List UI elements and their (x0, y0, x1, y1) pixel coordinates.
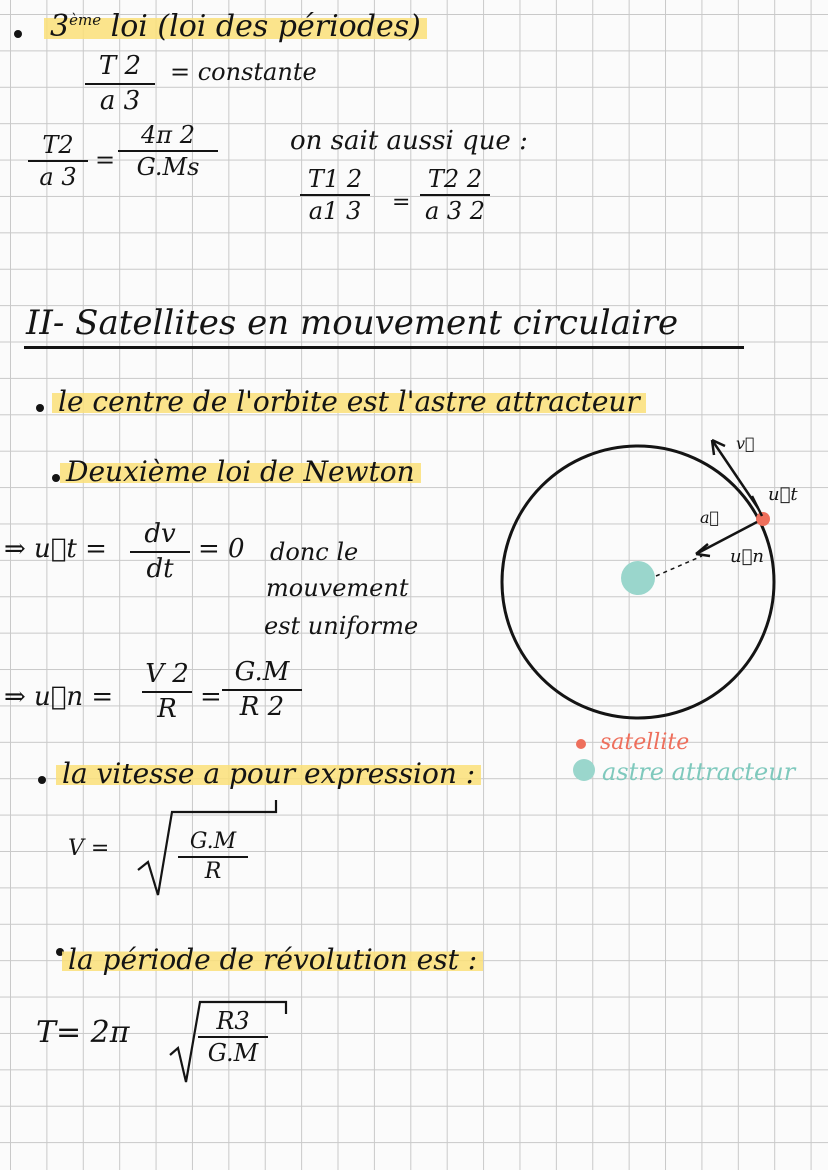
sqrt-sign-t (170, 1002, 286, 1082)
denominator: a1 3 (308, 197, 362, 226)
satellite (756, 512, 770, 526)
denominator: R 2 (239, 691, 285, 722)
numerator: T2 (42, 131, 74, 159)
numerator: R3 (216, 1007, 250, 1035)
sqrt-sign-v (138, 800, 276, 895)
vitesse-text: la vitesse a pour expression : (56, 757, 481, 790)
ut-rhs: = 0 (198, 534, 245, 564)
ut-lhs: ⇒ u⃗t = (4, 534, 107, 564)
numerator: G.M (234, 657, 290, 687)
legend-astre-dot (573, 759, 595, 781)
equals-sign: = (392, 190, 411, 215)
label-a: a⃗ (700, 508, 720, 527)
un-lhs: ⇒ u⃗n = (4, 682, 114, 712)
denominator: R (204, 859, 222, 885)
section-title: II- Satellites en mouvement circulaire (26, 303, 679, 343)
numerator: 4π 2 (141, 121, 195, 149)
t-lhs: T= 2π (36, 1015, 130, 1050)
label-un: u⃗n (730, 546, 764, 567)
comment-line3: est uniforme (264, 612, 419, 640)
numerator: T1 2 (307, 165, 363, 193)
denominator: a 3 (99, 85, 141, 116)
legend-satellite: satellite (600, 730, 690, 755)
aussi-text: on sait aussi que : (290, 126, 528, 156)
law-number: 3 (50, 9, 70, 44)
radius-dashed (656, 556, 702, 576)
periode-text: la période de révolution est : (62, 943, 483, 976)
legend-satellite-dot (576, 739, 586, 749)
numerator: dv (144, 519, 176, 549)
equals-constante: = constante (170, 58, 317, 86)
numerator: T 2 (98, 51, 142, 81)
centre-text: le centre de l'orbite est l'astre attracteur (52, 385, 646, 418)
law-title: loi (loi des périodes) (110, 9, 421, 44)
legend-astre: astre attracteur (602, 758, 796, 786)
denominator: G.M (207, 1039, 259, 1068)
law-number-sup: ème (69, 11, 102, 29)
denominator: dt (146, 553, 174, 584)
equals-sign: = (95, 146, 116, 174)
denominator: R (157, 693, 177, 724)
label-v: v⃗ (736, 434, 755, 453)
denominator: a 3 (39, 163, 77, 192)
label-ut: u⃗t (768, 484, 798, 505)
v-lhs: V = (68, 836, 110, 861)
denominator: a 3 2 (424, 197, 486, 226)
astre-attracteur (621, 561, 655, 595)
comment-line2: mouvement (266, 574, 409, 602)
numerator: T2 2 (427, 165, 483, 193)
denominator: G.Ms (136, 153, 200, 182)
numerator: G.M (189, 829, 237, 854)
numerator: V 2 (145, 659, 189, 689)
comment-line1: donc le (270, 538, 359, 566)
equals-sign: = (200, 682, 222, 712)
newton-text: Deuxième loi de Newton (60, 455, 421, 488)
